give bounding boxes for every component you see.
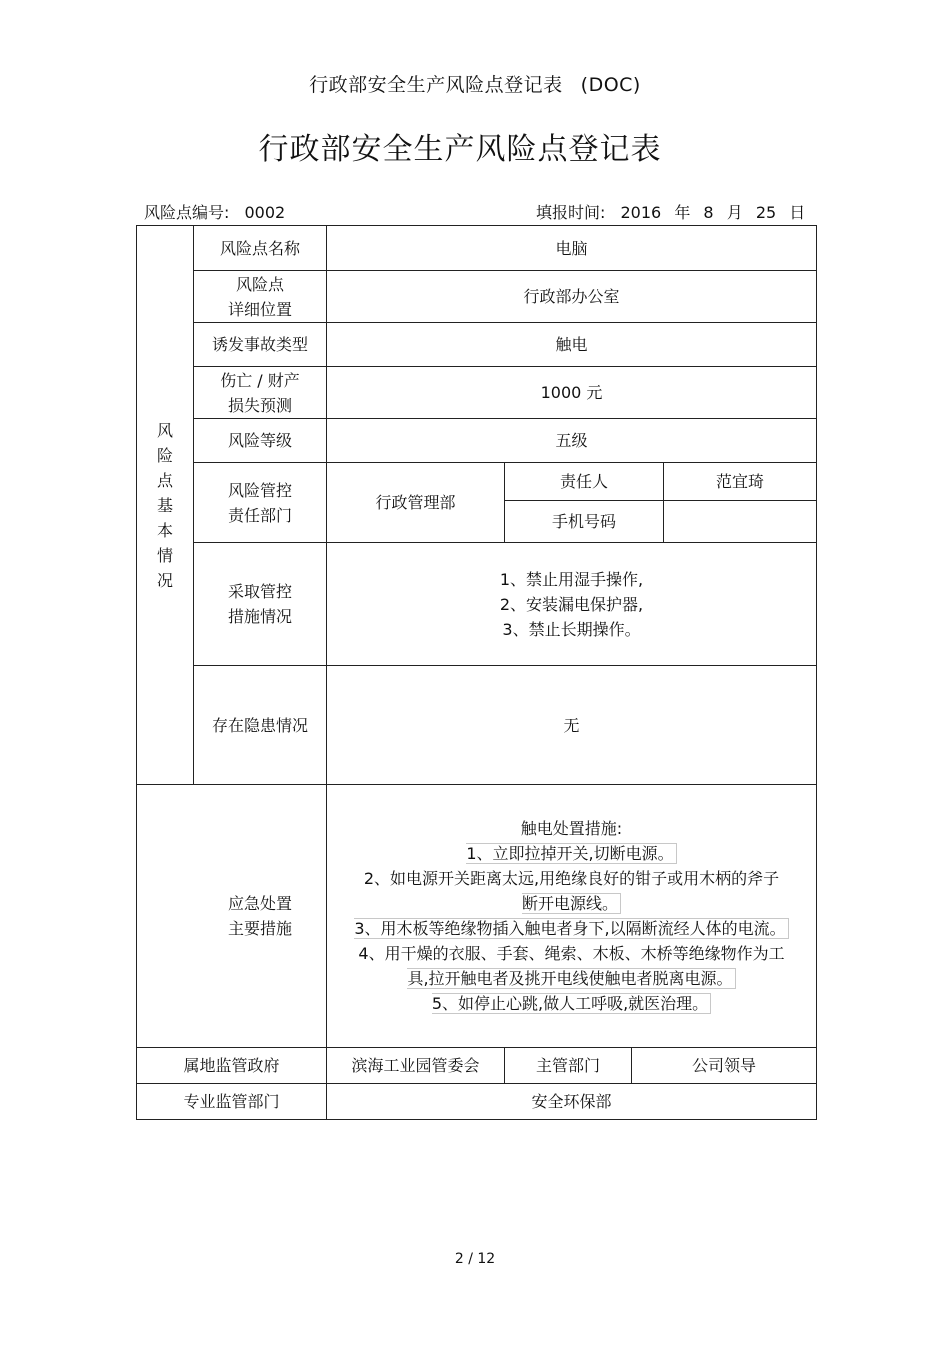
side-char: 风 — [156, 420, 173, 440]
pro-supervisor-value: 安全环保部 — [327, 1084, 817, 1120]
basic-info-side-label — [137, 226, 194, 785]
control-measures-list — [327, 543, 817, 666]
page-current: 2 — [454, 1251, 464, 1267]
table-row — [137, 666, 817, 785]
report-day: 25 — [755, 203, 777, 222]
risk-code-value: 0002 — [244, 203, 286, 222]
loss-label — [194, 367, 327, 419]
emergency-line: 4、用干燥的衣服、手套、绳索、木板、木桥等绝缘物作为工 — [358, 944, 785, 963]
name-label: 风险点名称 — [194, 226, 327, 271]
page-separator: / — [468, 1251, 473, 1267]
report-date — [536, 200, 805, 223]
header-title: 行政部安全生产风险点登记表 — [309, 74, 563, 96]
location-label-line: 详细位置 — [227, 299, 292, 319]
location-value: 行政部办公室 — [327, 271, 817, 323]
phone-label: 手机号码 — [505, 501, 664, 543]
emergency-line: 5、如停止心跳,做人工呼吸,就医治理。 — [432, 993, 711, 1014]
responsible-person-label: 责任人 — [505, 463, 664, 501]
risk-register-table — [136, 225, 817, 1120]
table-row — [137, 785, 817, 1048]
loss-label-line: 伤亡 / 财产 — [220, 370, 300, 390]
list-item: 2、安装漏电保护器, — [499, 594, 644, 614]
emergency-line: 1、立即拉掉开关,切断电源。 — [466, 843, 676, 864]
pro-supervisor-label: 专业监管部门 — [137, 1084, 327, 1120]
emergency-label-line: 主要措施 — [227, 919, 292, 938]
report-date-label: 填报时间: — [536, 203, 606, 222]
hazard-value: 无 — [327, 666, 817, 785]
table-row — [137, 1084, 817, 1120]
loss-value: 1000 元 — [327, 367, 817, 419]
emergency-line: 2、如电源开关距离太远,用绝缘良好的钳子或用木柄的斧子 — [363, 869, 780, 888]
side-char: 基 — [156, 495, 173, 515]
dept-label-line: 风险管控 — [227, 480, 292, 500]
table-row — [137, 543, 817, 666]
risk-code — [144, 200, 285, 223]
emergency-line: 断开电源线。 — [522, 893, 621, 914]
risk-level-value: 五级 — [327, 419, 817, 463]
emergency-line: 触电处置措施: — [520, 819, 623, 838]
table-row — [137, 1048, 817, 1084]
control-measures-label — [194, 543, 327, 666]
responsible-dept-value: 行政管理部 — [327, 463, 505, 543]
page-number — [0, 1251, 950, 1267]
risk-level-label: 风险等级 — [194, 419, 327, 463]
loss-label-line: 损失预测 — [227, 395, 292, 415]
location-label — [194, 271, 327, 323]
report-month: 8 — [703, 203, 714, 222]
day-unit: 日 — [789, 203, 806, 222]
hazard-label: 存在隐患情况 — [194, 666, 327, 785]
dept-label-line: 责任部门 — [227, 505, 292, 525]
side-char: 情 — [156, 545, 173, 565]
measures-label-line: 措施情况 — [227, 607, 292, 626]
header-suffix: (DOC) — [580, 74, 641, 96]
year-unit: 年 — [674, 203, 691, 222]
accident-type-label: 诱发事故类型 — [194, 323, 327, 367]
table-row — [137, 419, 817, 463]
name-value: 电脑 — [327, 226, 817, 271]
document-header — [0, 70, 950, 97]
accident-type-value: 触电 — [327, 323, 817, 367]
local-gov-label: 属地监管政府 — [137, 1048, 327, 1084]
list-item: 3、禁止长期操作。 — [502, 619, 641, 639]
emergency-line: 具,拉开触电者及挑开电线使触电者脱离电源。 — [407, 968, 735, 989]
emergency-line: 3、用木板等绝缘物插入触电者身下,以隔断流经人体的电流。 — [354, 918, 788, 939]
side-char: 况 — [156, 570, 173, 590]
emergency-label — [137, 785, 327, 1048]
measures-label-line: 采取管控 — [227, 582, 292, 601]
responsible-person-value: 范宜琦 — [664, 463, 817, 501]
table-row — [137, 271, 817, 323]
risk-code-label: 风险点编号: — [144, 203, 230, 222]
company-leader-label: 公司领导 — [632, 1048, 817, 1084]
side-char: 险 — [156, 445, 173, 465]
list-item: 1、禁止用湿手操作, — [499, 569, 644, 589]
location-label-line: 风险点 — [235, 274, 284, 294]
supervisor-dept-label: 主管部门 — [505, 1048, 632, 1084]
local-gov-value: 滨海工业园管委会 — [327, 1048, 505, 1084]
side-char: 本 — [156, 520, 173, 540]
emergency-label-line: 应急处置 — [227, 894, 292, 913]
page-total: 12 — [477, 1251, 496, 1267]
responsible-dept-label — [194, 463, 327, 543]
page-title: 行政部安全生产风险点登记表 — [258, 132, 662, 167]
report-year: 2016 — [620, 203, 662, 222]
emergency-measures-text — [327, 785, 817, 1048]
phone-value — [664, 501, 817, 543]
table-row — [137, 323, 817, 367]
month-unit: 月 — [726, 203, 743, 222]
side-char: 点 — [156, 470, 173, 490]
table-row — [137, 367, 817, 419]
table-row — [137, 463, 817, 501]
table-row — [137, 226, 817, 271]
